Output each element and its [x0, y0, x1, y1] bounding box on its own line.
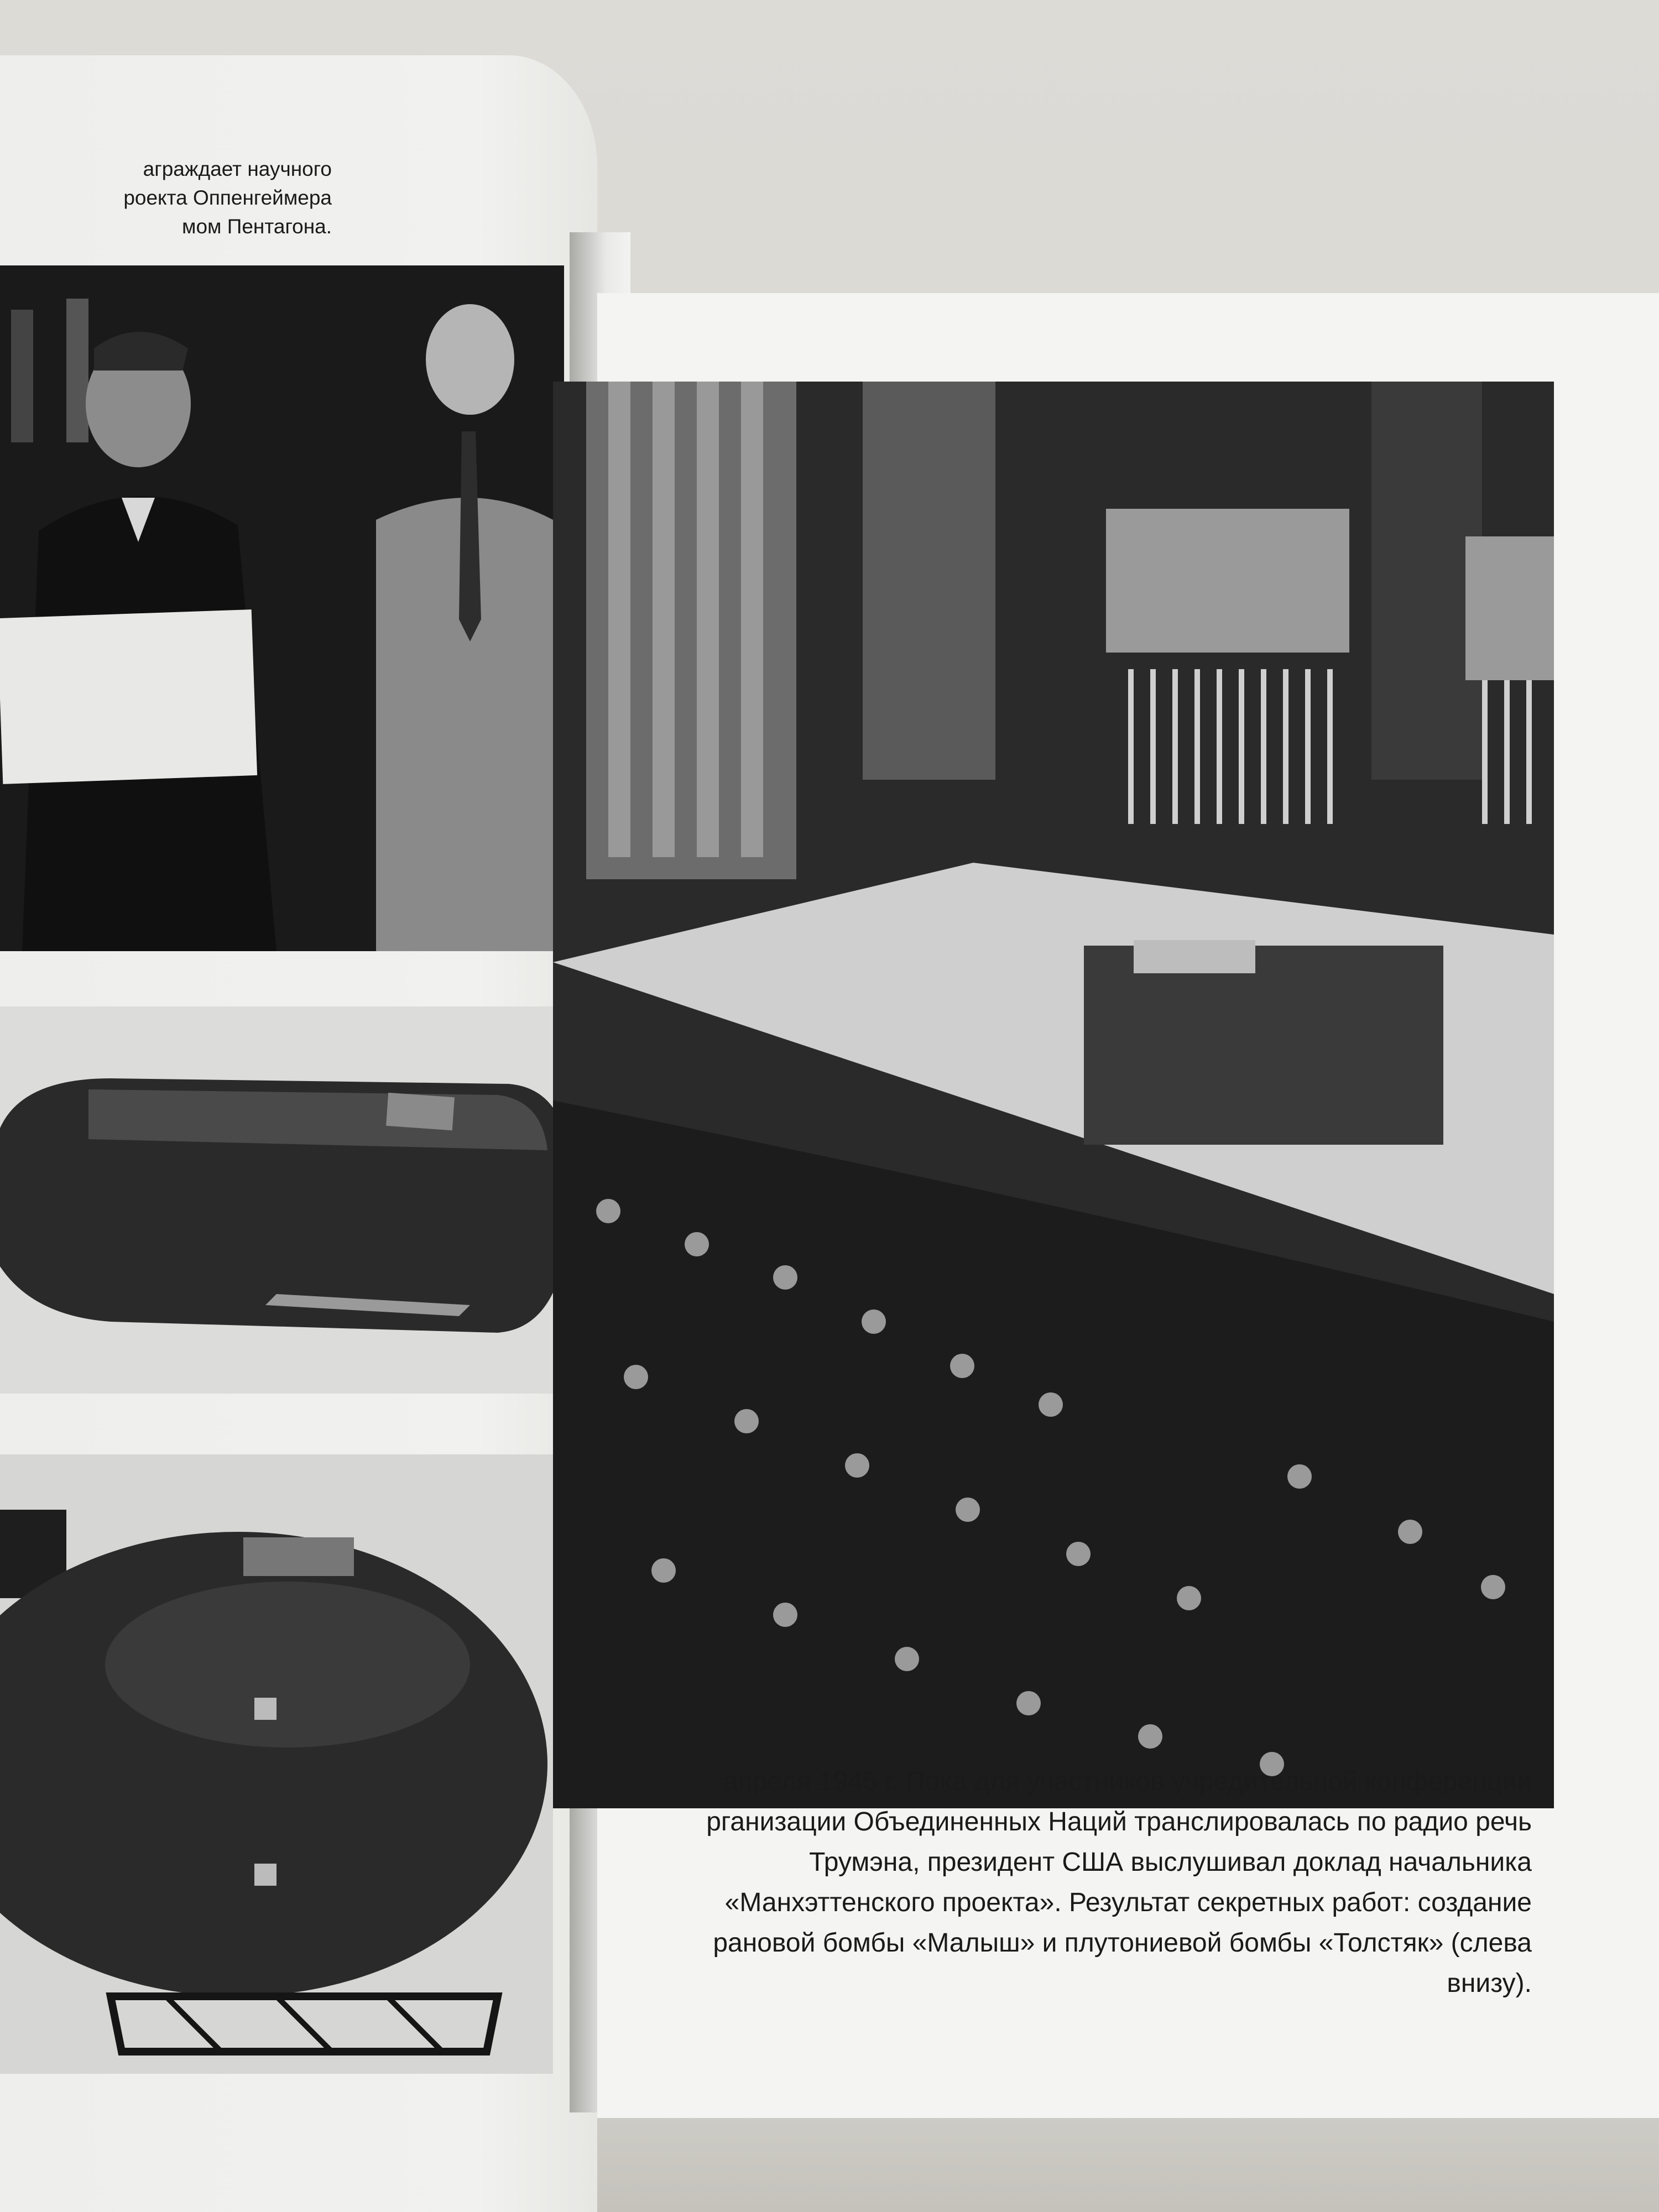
- right-caption-line: Трумэна, президент США выслушивал доклад начальника: [809, 1848, 1532, 1877]
- un-conference-photo: [553, 382, 1554, 1808]
- right-caption-line: «Манхэттенского проекта». Результат секретных работ: создание: [724, 1888, 1532, 1917]
- right-caption-line: рганизации Объединенных Наций транслировалась по радио речь: [706, 1807, 1532, 1837]
- left-caption-line: аграждает научного: [143, 158, 332, 180]
- table-shadow: [498, 2101, 1659, 2212]
- right-caption-line: апреля 1945 г. Пока для участников учредительной конференции: [723, 1767, 1532, 1796]
- left-caption-line: роекта Оппенгеймера: [123, 186, 332, 209]
- right-caption-line: рановой бомбы «Малыш» и плутониевой бомбы «Толстяк» (слева: [713, 1928, 1532, 1958]
- little-boy-bomb-photo: [0, 1006, 575, 1394]
- left-caption: [0, 155, 332, 241]
- fat-man-bomb-photo: [0, 1454, 553, 2074]
- right-caption: [531, 1761, 1532, 2004]
- left-caption-line: мом Пентагона.: [182, 215, 332, 238]
- award-ceremony-photo: [0, 265, 564, 951]
- right-caption-line: внизу).: [1447, 1969, 1532, 1998]
